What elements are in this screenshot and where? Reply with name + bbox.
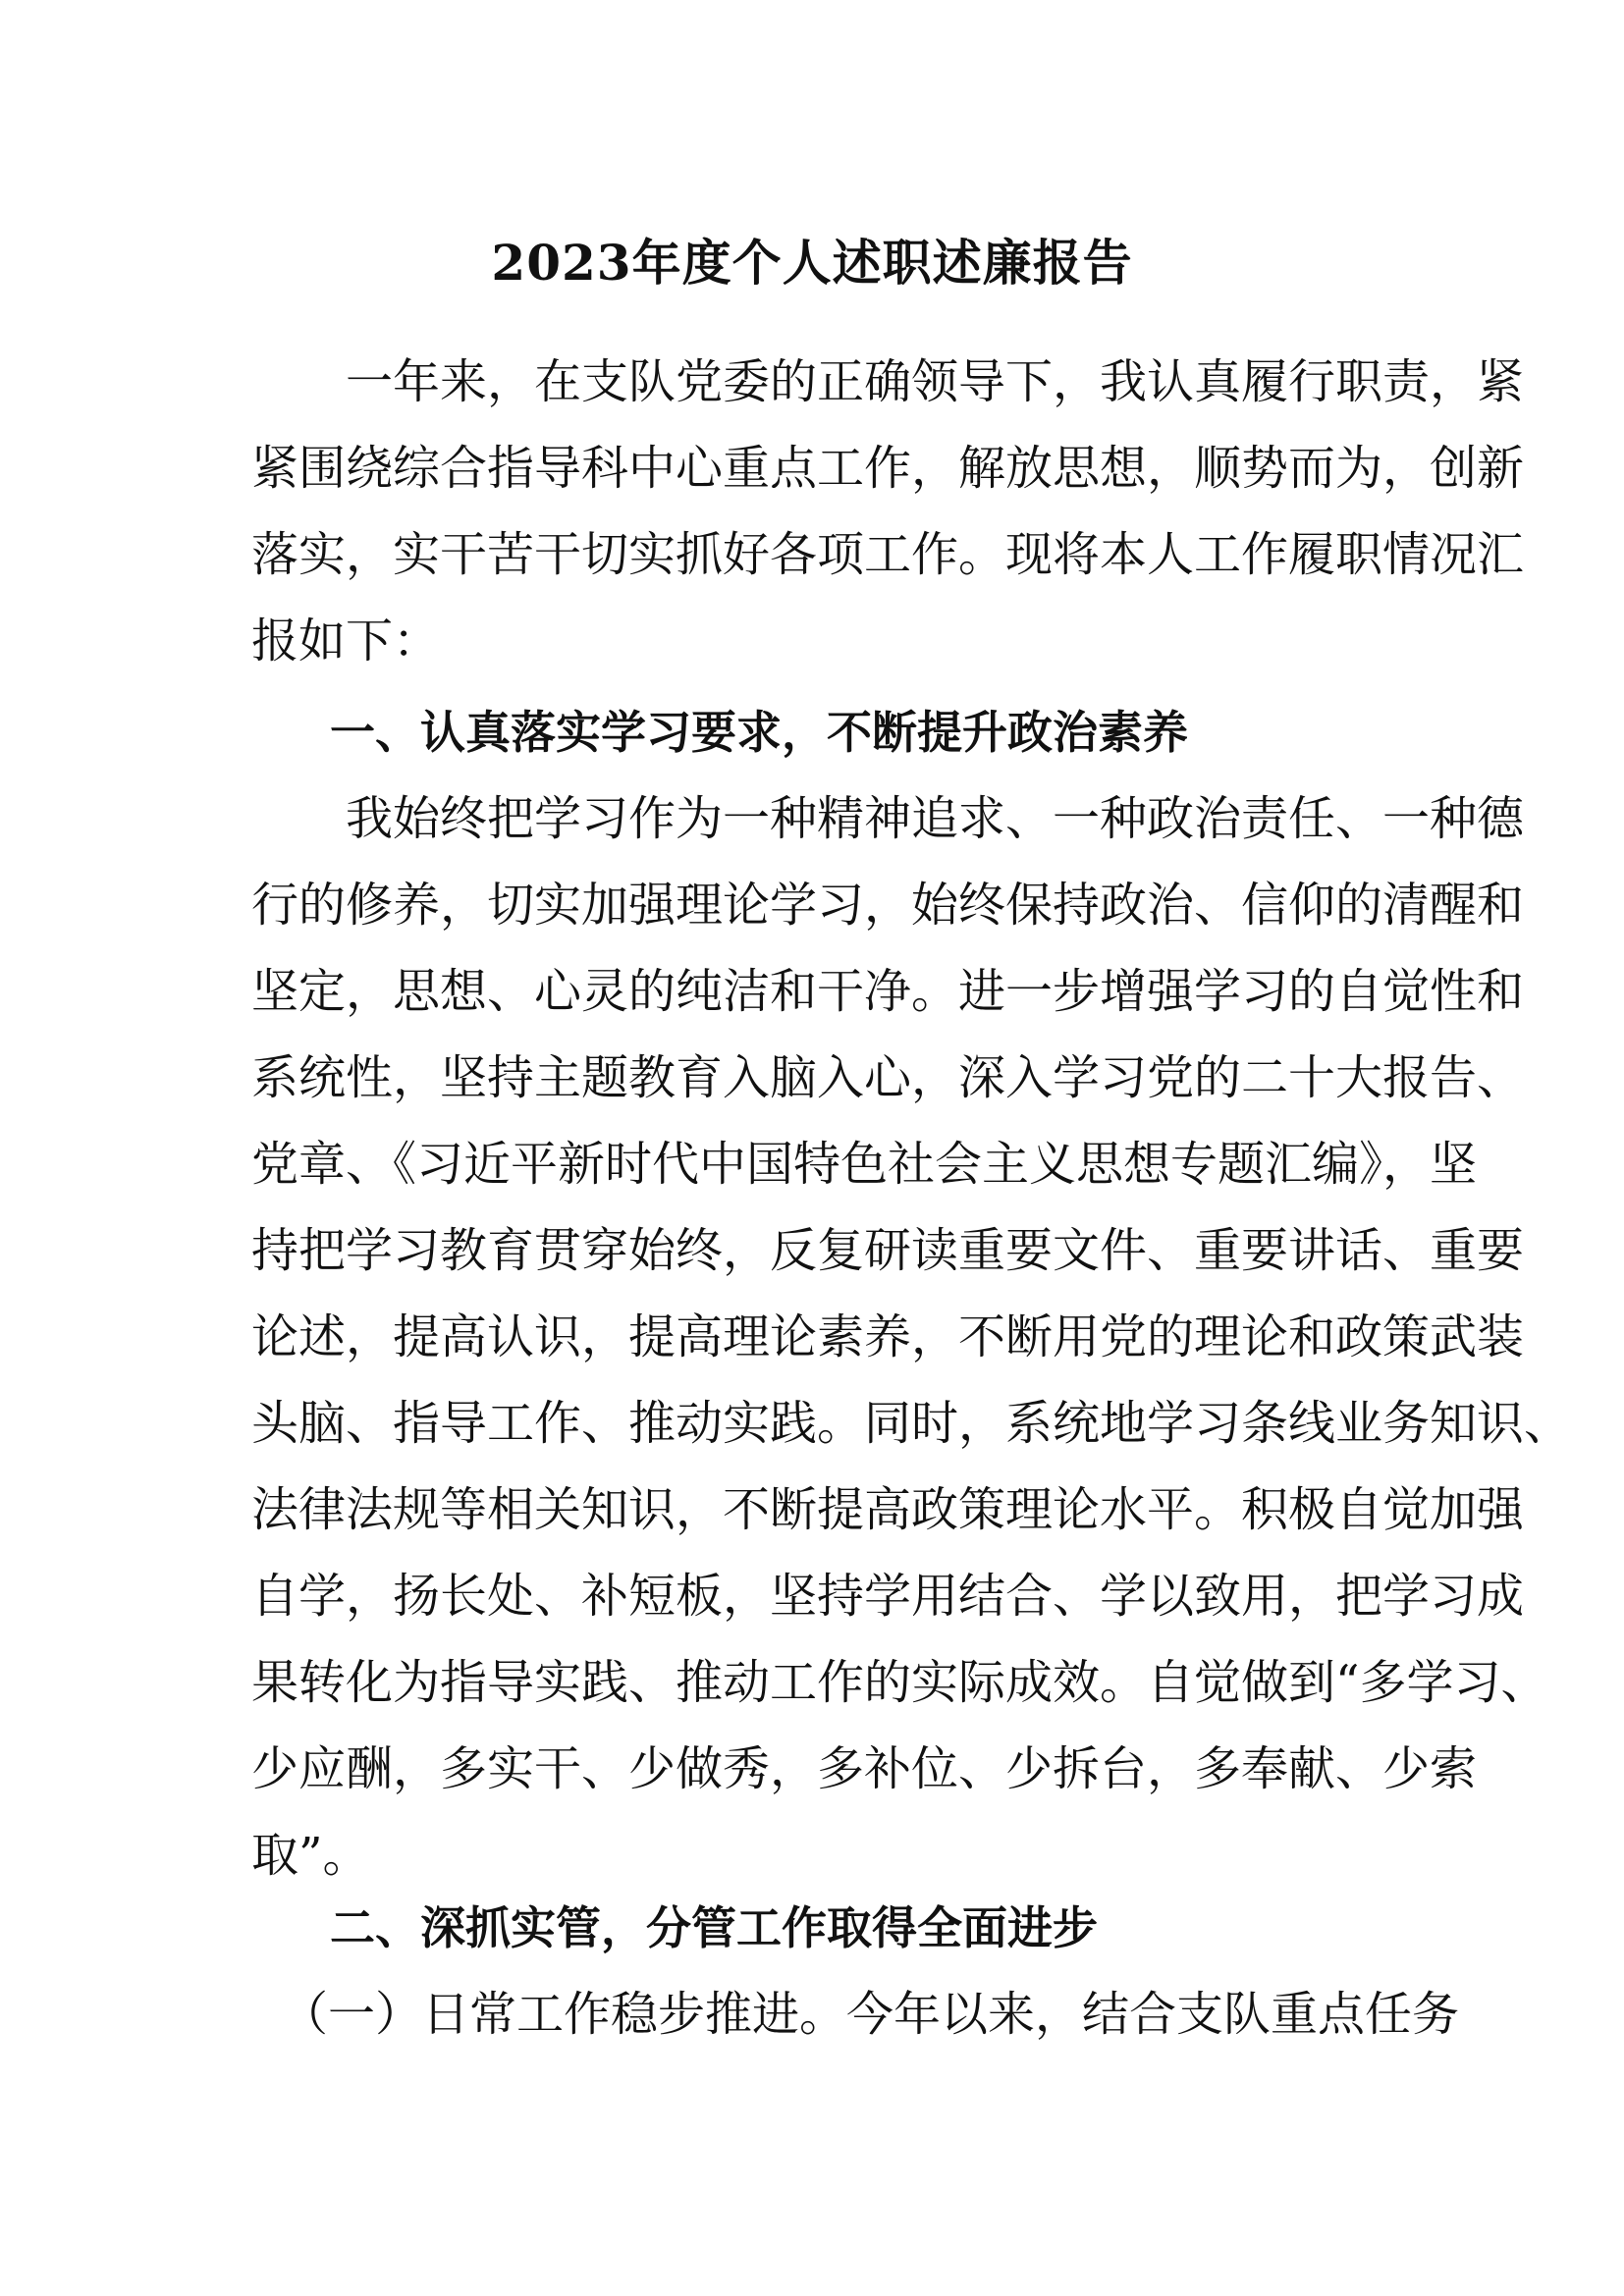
paragraph-line: 头脑、指导工作、推动实践。同时，系统地学习条线业务知识、 bbox=[251, 1396, 1572, 1451]
paragraph-line: 取”。 bbox=[251, 1828, 370, 1883]
section-2 bbox=[251, 1885, 1460, 2057]
document-title: 2023年度个人述职述廉报告 bbox=[491, 234, 1133, 292]
paragraph-line: 论述，提高认识，提高理论素养，不断用党的理论和政策武装 bbox=[251, 1309, 1525, 1364]
paragraph-line: 坚定，思想、心灵的纯洁和干净。进一步增强学习的自觉性和 bbox=[251, 964, 1525, 1019]
paragraph-line: 少应酬，多实干、少做秀，多补位、少拆台，多奉献、少索 bbox=[251, 1741, 1478, 1796]
paragraph-line: 党章、《习近平新时代中国特色社会主义思想专题汇编》，坚 bbox=[251, 1137, 1478, 1192]
intro-paragraph bbox=[251, 339, 1525, 684]
section-2-heading: 二、深抓实管，分管工作取得全面进步 bbox=[330, 1901, 1098, 1954]
paragraph-line: 持把学习教育贯穿始终，反复研读重要文件、重要讲话、重要 bbox=[251, 1223, 1525, 1278]
paragraph-line: 系统性，坚持主题教育入脑入心，深入学习党的二十大报告、 bbox=[251, 1050, 1525, 1105]
paragraph-line: 果转化为指导实践、推动工作的实际成效。自觉做到“多学习、 bbox=[251, 1655, 1548, 1710]
section-1-heading: 一、认真落实学习要求，不断提升政治素养 bbox=[330, 706, 1188, 759]
subsection-line: （一）日常工作稳步推进。今年以来，结合支队重点任务 bbox=[281, 1987, 1460, 2042]
paragraph-line: 报如下： bbox=[251, 614, 441, 668]
paragraph-line: 一年来，在支队党委的正确领导下，我认真履行职责，紧 bbox=[251, 354, 1525, 409]
paragraph-line: 我始终把学习作为一种精神追求、一种政治责任、一种德 bbox=[251, 791, 1525, 846]
paragraph-line: 行的修养，切实加强理论学习，始终保持政治、信仰的清醒和 bbox=[251, 878, 1525, 933]
paragraph-line: 落实，实干苦干切实抓好各项工作。现将本人工作履职情况汇 bbox=[251, 527, 1525, 582]
paragraph-line: 自学，扬长处、补短板，坚持学用结合、学以致用，把学习成 bbox=[251, 1569, 1525, 1624]
paragraph-line: 紧围绕综合指导科中心重点工作，解放思想，顺势而为，创新 bbox=[251, 441, 1525, 496]
paragraph-line: 法律法规等相关知识，不断提高政策理论水平。积极自觉加强 bbox=[251, 1482, 1525, 1537]
section-1 bbox=[251, 689, 1572, 1898]
